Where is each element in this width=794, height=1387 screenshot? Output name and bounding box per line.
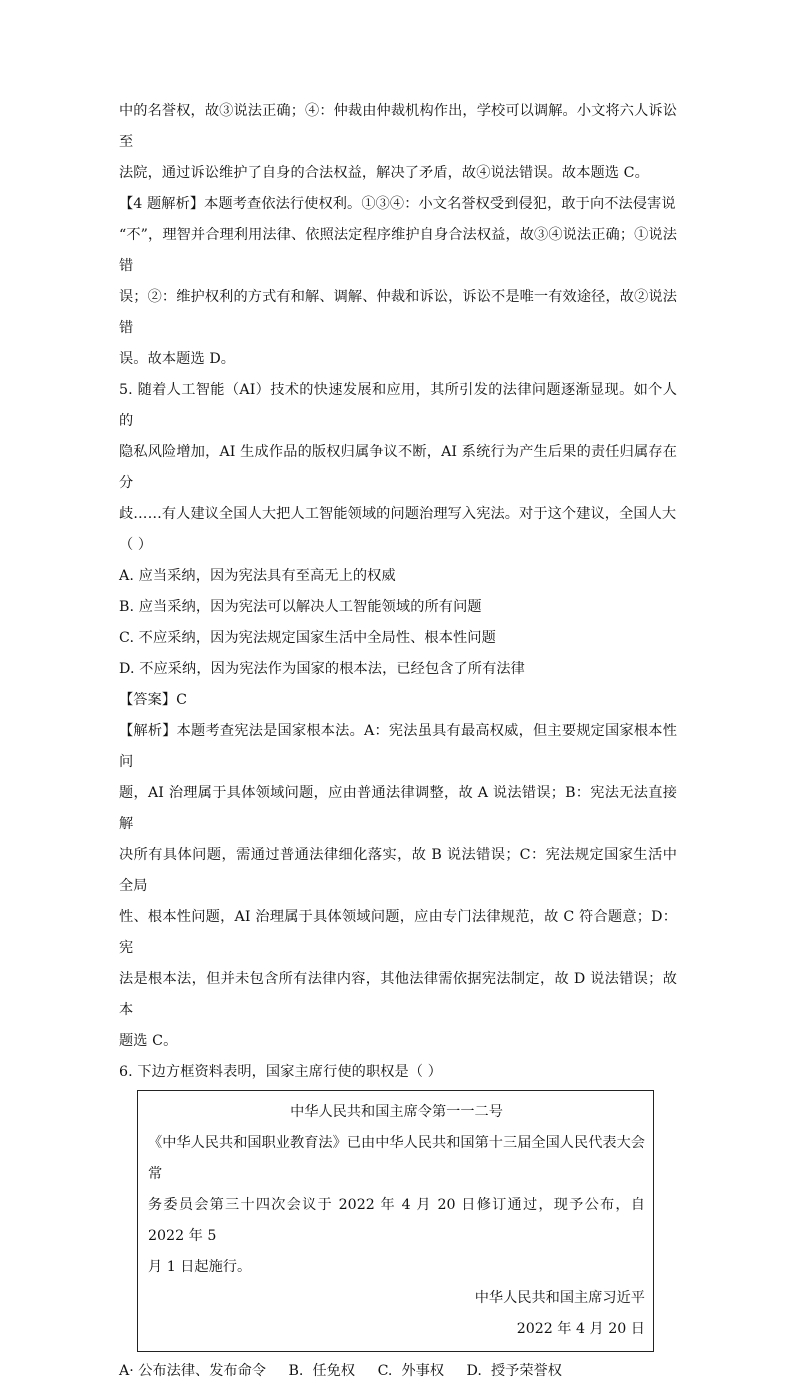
text-line: 误。故本题选 D。 (119, 351, 236, 367)
text-line: 【4 题解析】本题考查依法行使权利。①③④：小文名誉权受到侵犯，敢于向不法侵害说 (119, 196, 676, 212)
decree-box (137, 1090, 654, 1352)
decree-body-line: 务委员会第三十四次会议于 2022 年 4 月 20 日修订通过，现予公布，自 2022 年 5 (148, 1197, 645, 1244)
analysis-line: 性、根本性问题，AI 治理属于具体领域问题，应由专门法律规范，故 C 符合题意；D：宪 (119, 909, 677, 956)
question-5-line: 5. 随着人工智能（AI）技术的快速发展和应用，其所引发的法律问题逐渐显现。如个人的 (119, 382, 677, 429)
document-page (119, 96, 677, 1387)
decree-body-line: 《中华人民共和国职业教育法》已由中华人民共和国第十三届全国人民代表大会常 (148, 1135, 645, 1182)
analysis-line: 法是根本法，但并未包含所有法律内容，其他法律需依据宪法制定，故 D 说法错误；故本 (119, 971, 677, 1018)
decree-date: 2022 年 4 月 20 日 (516, 1321, 645, 1337)
option-c: C. 不应采纳，因为宪法规定国家生活中全局性、根本性问题 (119, 630, 496, 646)
decree-body-line: 月 1 日起施行。 (148, 1259, 252, 1275)
question-5-line: 隐私风险增加，AI 生成作品的版权归属争议不断，AI 系统行为产生后果的责任归属存在分 (119, 444, 677, 491)
text-line: 误；②：维护权利的方式有和解、调解、仲裁和诉讼，诉讼不是唯一有效途径，故②说法错 (119, 289, 677, 336)
answer-blank: （ ） (119, 537, 153, 553)
text-line: 中的名誉权，故③说法正确；④：仲裁由仲裁机构作出，学校可以调解。小文将六人诉讼至 (119, 103, 677, 150)
decree-signature: 中华人民共和国主席习近平 (474, 1290, 645, 1306)
option-b: B. 应当采纳，因为宪法可以解决人工智能领域的所有问题 (119, 599, 482, 615)
answer-label: 【答案】C (119, 692, 188, 708)
question-6-choices: A· 公布法律、发布命令 B. 任免权 C. 外事权 D. 授予荣誉权 (119, 1363, 562, 1379)
analysis-line: 决所有具体问题，需通过普通法律细化落实，故 B 说法错误；C：宪法规定国家生活中全局 (119, 847, 677, 894)
analysis-line: 题，AI 治理属于具体领域问题，应由普通法律调整，故 A 说法错误；B：宪法无法直接解 (119, 785, 677, 832)
question-6-line: 6. 下边方框资料表明，国家主席行使的职权是（ ） (119, 1064, 442, 1080)
decree-title: 中华人民共和国主席令第一一二号 (290, 1104, 503, 1120)
analysis-line: 【解析】本题考查宪法是国家根本法。A：宪法虽具有最高权威，但主要规定国家根本性问 (119, 723, 677, 770)
text-line: “不”，理智并合理利用法律、依照法定程序维护自身合法权益，故③④说法正确；①说法错 (119, 227, 677, 274)
text-line: 法院，通过诉讼维护了自身的合法权益，解决了矛盾，故④说法错误。故本题选 C。 (119, 165, 649, 181)
option-a: A. 应当采纳，因为宪法具有至高无上的权威 (119, 568, 396, 584)
option-d: D. 不应采纳，因为宪法作为国家的根本法，已经包含了所有法律 (119, 661, 525, 677)
analysis-line: 题选 C。 (119, 1033, 178, 1049)
question-5-line: 歧……有人建议全国人大把人工智能领域的问题治理写入宪法。对于这个建议，全国人大 (119, 506, 677, 522)
